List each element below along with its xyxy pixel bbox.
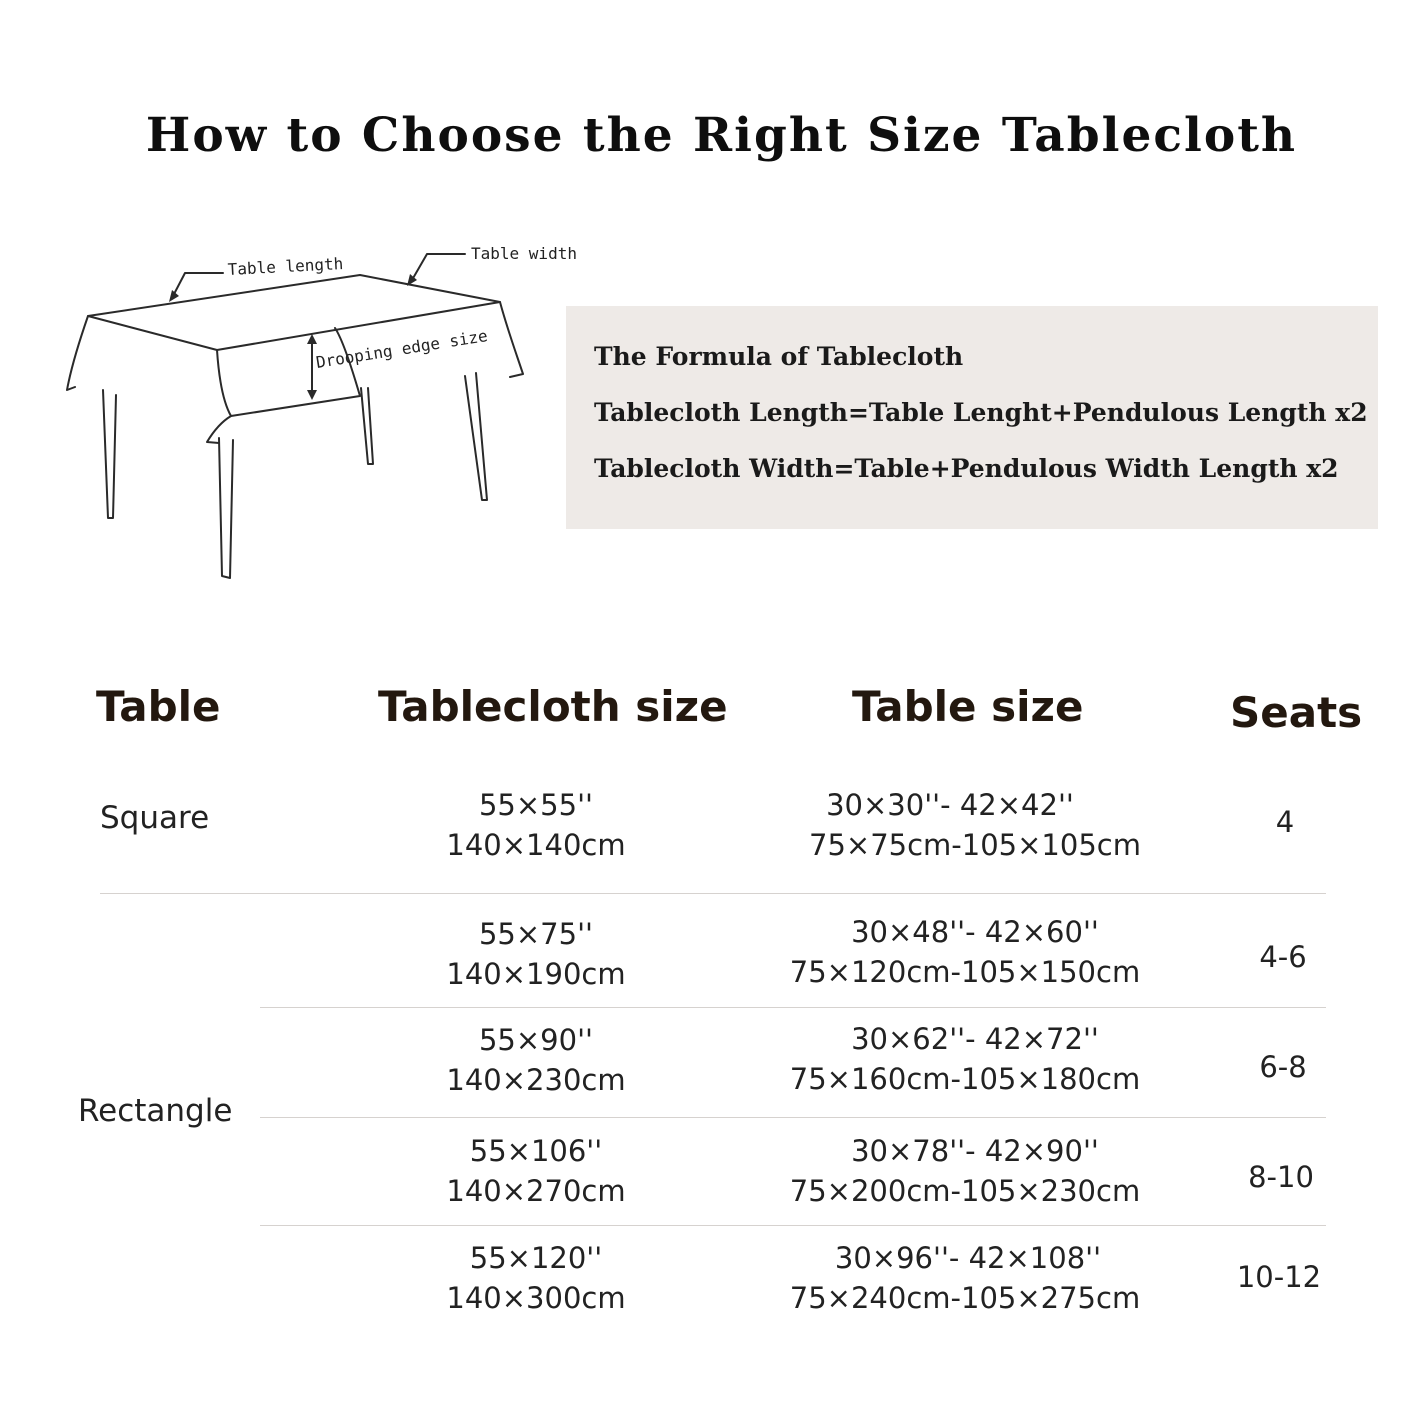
table-width-pointer [412,254,465,280]
header-tablecloth-size: Tablecloth size [378,682,728,731]
table-size-cell [790,785,1160,865]
cloth-size-cm: 140×270cm [446,1174,626,1208]
leg-front [219,438,233,578]
drooping-label: Drooping edge size [314,326,489,372]
cloth-size-cm: 140×230cm [446,1063,626,1097]
formula-width: Tablecloth Width=Table+Pendulous Width Length x2 [594,454,1339,483]
cloth-size-inches: 55×106'' [469,1134,603,1168]
cloth-size-cm: 140×300cm [446,1281,626,1315]
header-table: Table [96,682,221,731]
leg-right [465,373,487,500]
cloth-size-inches: 55×120'' [469,1241,603,1275]
table-size-cm: 75×75cm-105×105cm [809,828,1141,862]
table-size-cell [780,1019,1150,1099]
header-table-size: Table size [852,682,1084,731]
leg-left-back [103,390,116,518]
table-row [426,914,646,994]
seats-value: 6-8 [1259,1050,1307,1084]
leg-mid [361,388,373,464]
table-size-cm: 75×160cm-105×180cm [789,1062,1141,1096]
cloth-size-inches: 55×90'' [478,1023,594,1057]
table-size-inches: 30×62''- 42×72'' [851,1022,1099,1056]
row-divider [260,1225,1326,1226]
row-divider [260,1117,1326,1118]
label-rectangle: Rectangle [78,1093,233,1129]
table-size-cell [780,1131,1150,1211]
seats-value: 4 [1275,805,1295,839]
table-row [426,785,646,865]
cloth-size-inches: 55×75'' [478,917,594,951]
seats-value: 4-6 [1259,940,1307,974]
cloth-size-cm: 140×140cm [446,828,626,862]
table-size-cell [780,1238,1150,1318]
formula-heading: The Formula of Tablecloth [594,342,964,371]
table-diagram [55,230,595,590]
page-title: How to Choose the Right Size Tablecloth [145,108,1298,163]
formula-length: Tablecloth Length=Table Lenght+Pendulous Length x2 [594,398,1368,427]
table-size-cell [780,912,1150,992]
header-seats: Seats [1230,688,1363,737]
table-row [426,1020,646,1100]
table-size-cm: 75×200cm-105×230cm [789,1174,1141,1208]
label-square: Square [100,800,210,836]
table-length-pointer [173,273,223,296]
table-size-cm: 75×240cm-105×275cm [789,1281,1141,1315]
table-row [426,1238,646,1318]
seats-value: 10-12 [1236,1260,1322,1294]
row-divider [260,1007,1326,1008]
table-size-cm: 75×120cm-105×150cm [789,955,1141,989]
table-size-inches: 30×30''- 42×42'' [826,788,1074,822]
table-size-inches: 30×78''- 42×90'' [851,1134,1099,1168]
formula-box [566,306,1378,529]
row-divider [100,893,1326,894]
table-size-inches: 30×48''- 42×60'' [851,915,1099,949]
cloth-size-cm: 140×190cm [446,957,626,991]
table-width-label: Table width [471,244,577,263]
seats-value: 8-10 [1248,1160,1314,1194]
cloth-size-inches: 55×55'' [478,788,594,822]
table-size-inches: 30×96''- 42×108'' [834,1241,1102,1275]
table-length-label: Table length [227,253,344,279]
table-row [426,1131,646,1211]
